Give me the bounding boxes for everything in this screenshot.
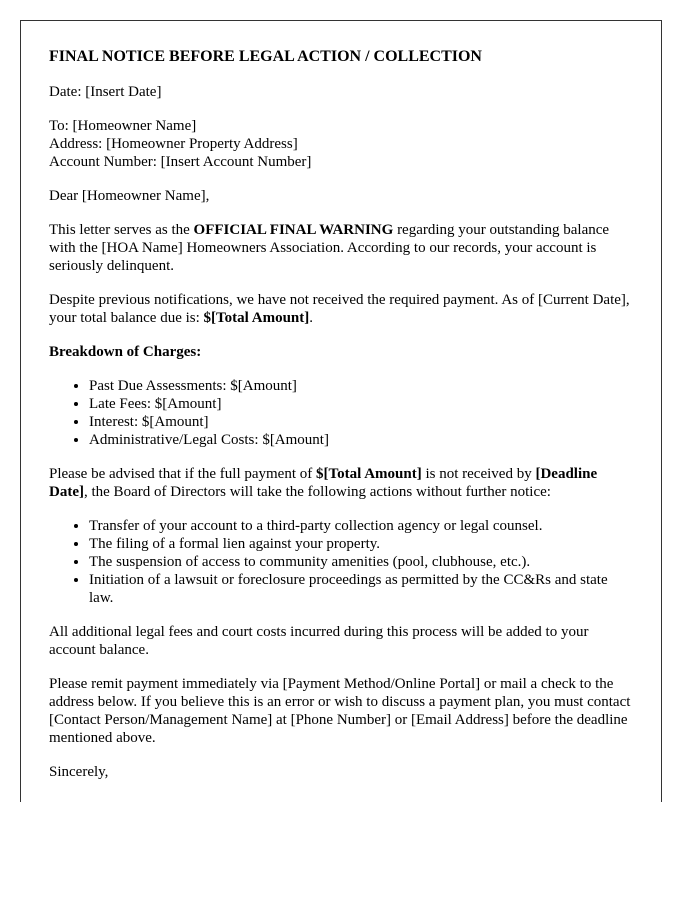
document-viewport (20, 20, 662, 802)
recipient-address: Address: [Homeowner Property Address] (49, 136, 298, 152)
action-item-lawsuit: • Initiation of a lawsuit or foreclosure proceedings as permitted by the CC&Rs and state law. (89, 571, 633, 607)
paragraph-official-warning (49, 221, 633, 275)
emphasis-total-amount: $[Total Amount] (316, 466, 422, 482)
recipient-block (49, 117, 633, 171)
emphasis-official-final-warning: OFFICIAL FINAL WARNING (193, 222, 394, 238)
text: , the Board of Directors will take the following actions without further notice: (83, 484, 551, 500)
paragraph-balance-due (49, 291, 633, 327)
charge-item-late-fees: • Late Fees: $[Amount] (89, 395, 633, 413)
recipient-account-number: Account Number: [Insert Account Number] (49, 154, 312, 170)
text: Despite previous notifications, we have not received the required payment. As of [Current Date], your total balance due is: (49, 292, 630, 326)
text: This letter serves as the (49, 222, 194, 238)
charge-item-admin-legal: • Administrative/Legal Costs: $[Amount] (89, 431, 633, 449)
charge-item-past-due: • Past Due Assessments: $[Amount] (89, 377, 633, 395)
date-line: Date: [Insert Date] (49, 84, 162, 100)
text: is not received by (421, 466, 536, 482)
salutation: Dear [Homeowner Name], (49, 188, 210, 204)
charge-item-interest: • Interest: $[Amount] (89, 413, 633, 431)
text: regarding your outstanding balance with the [HOA Name] Homeowners Association. According to our records, your account is seriously delinquent. (49, 222, 610, 274)
action-item-lien: • The filing of a formal lien against your property. (89, 535, 633, 553)
text: . (309, 310, 314, 326)
action-item-amenity-suspension: • The suspension of access to community amenities (pool, clubhouse, etc.). (89, 553, 633, 571)
closing: Sincerely, (49, 764, 109, 780)
charges-list (49, 377, 633, 449)
recipient-to: To: [Homeowner Name] (49, 118, 197, 134)
emphasis-deadline-date: [Deadline Date] (49, 466, 598, 500)
text: Please be advised that if the full payment of (49, 466, 317, 482)
action-item-collection-transfer: • Transfer of your account to a third-party collection agency or legal counsel. (89, 517, 633, 535)
letter-container (20, 20, 662, 802)
emphasis-total-amount: $[Total Amount] (203, 310, 310, 326)
paragraph-deadline-warning (49, 465, 633, 501)
charges-heading-text: Breakdown of Charges: (49, 344, 202, 360)
paragraph-additional-fees: All additional legal fees and court costs incurred during this process will be added to your account balance. (49, 624, 589, 658)
paragraph-remit-payment: Please remit payment immediately via [Payment Method/Online Portal] or mail a check to the address below. If you believe this is an error or wish to discuss a payment plan, you must contact [Contact Person/Management Name] at [Phone Number] or [Email Address] before the deadline mentioned above. (49, 676, 631, 746)
actions-list (49, 517, 633, 607)
letter-title: FINAL NOTICE BEFORE LEGAL ACTION / COLLECTION (49, 48, 482, 65)
charges-heading (49, 343, 633, 361)
